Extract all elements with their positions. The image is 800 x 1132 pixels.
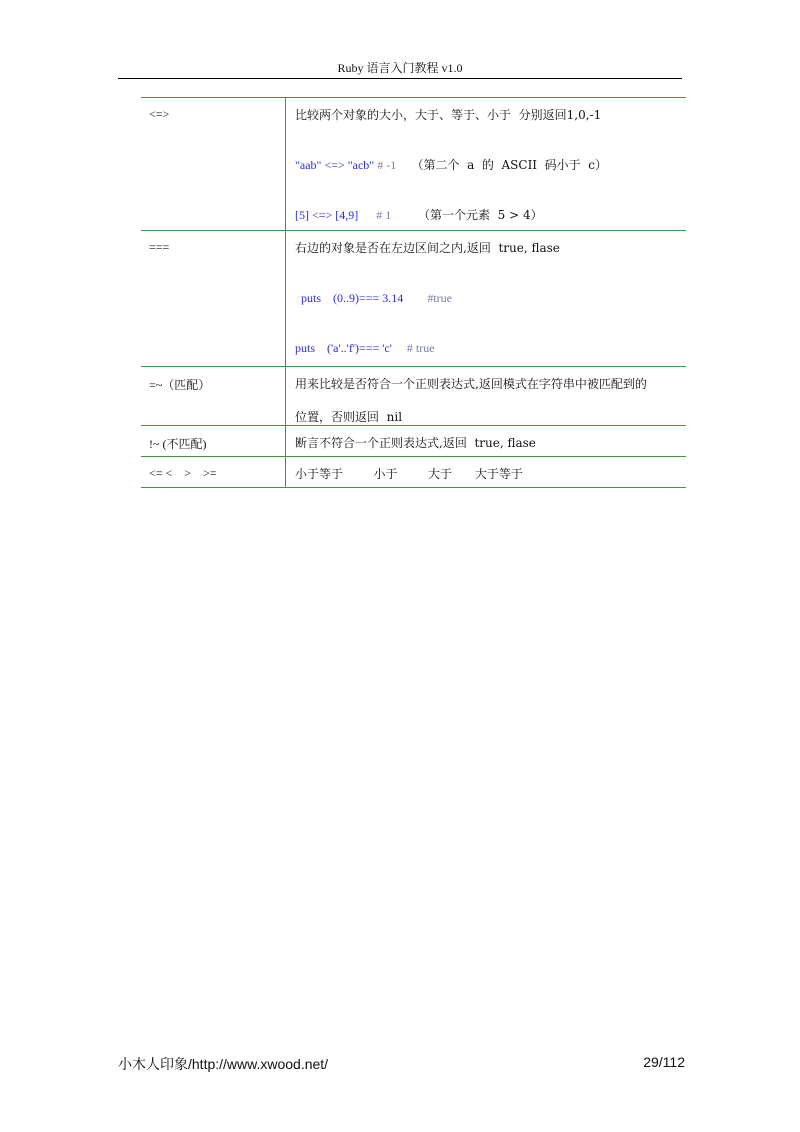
operator-cell bbox=[141, 231, 286, 367]
desc-text: （第一个元素 5 > 4） bbox=[391, 208, 543, 222]
desc-text: 用来比较是否符合一个正则表达式,返回模式在字符串中被匹配到的 bbox=[295, 377, 647, 391]
operator-label: !~ (不匹配) bbox=[149, 437, 207, 451]
desc-text: 右边的对象是否在左边区间之内,返回 true, flase bbox=[295, 241, 560, 255]
operator-cell bbox=[141, 426, 286, 457]
description-cell bbox=[286, 367, 687, 426]
desc-line bbox=[295, 376, 686, 392]
code-comment: # 1 bbox=[358, 208, 392, 222]
code-text: "aab" <=> "acb" bbox=[295, 158, 375, 172]
page-header: Ruby 语言入门教程 v1.0 bbox=[337, 61, 463, 75]
operator-cell bbox=[141, 98, 286, 231]
code-text: puts ('a'..'f')=== 'c' bbox=[295, 341, 392, 355]
table-row bbox=[141, 231, 686, 367]
table-row bbox=[141, 367, 686, 426]
description-cell bbox=[286, 231, 687, 367]
operator-label: =~（匹配） bbox=[149, 378, 211, 392]
desc-text: 位置，否则返回 nil bbox=[295, 410, 403, 424]
table-row bbox=[141, 457, 686, 488]
operator-cell bbox=[141, 457, 286, 488]
description-cell bbox=[286, 98, 687, 231]
code-line bbox=[295, 157, 686, 173]
operator-label: === bbox=[149, 240, 170, 254]
description-cell bbox=[286, 457, 687, 488]
desc-line bbox=[295, 107, 686, 123]
table-row bbox=[141, 98, 686, 231]
code-line bbox=[295, 340, 686, 356]
code-line bbox=[295, 290, 686, 306]
code-text: [5] <=> [4,9] bbox=[295, 208, 359, 222]
desc-text: 小于等于 小于 大于 大于等于 bbox=[295, 467, 523, 481]
desc-line bbox=[295, 466, 686, 482]
code-text: puts (0..9)=== 3.14 bbox=[295, 291, 404, 305]
operator-cell bbox=[141, 367, 286, 426]
operator-table bbox=[141, 97, 686, 488]
desc-text: 断言不符合一个正则表达式,返回 true, flase bbox=[295, 436, 536, 450]
desc-line bbox=[295, 409, 686, 425]
table-row bbox=[141, 426, 686, 457]
operator-label: <= < > >= bbox=[149, 466, 217, 480]
desc-text: 比较两个对象的大小，大于、等于、小于 分别返回1,0,-1 bbox=[295, 108, 602, 122]
desc-line bbox=[295, 435, 686, 451]
header-rule bbox=[118, 78, 682, 79]
code-comment: #true bbox=[403, 291, 452, 305]
code-comment: # -1 bbox=[374, 158, 397, 172]
desc-text: （第二个 a 的 ASCII 码小于 c） bbox=[396, 158, 608, 172]
operator-label: <=> bbox=[149, 107, 170, 121]
code-comment: # true bbox=[391, 341, 435, 355]
page-number: 29/112 bbox=[643, 1054, 685, 1070]
footer-site: 小木人印象/http://www.xwood.net/ bbox=[118, 1056, 329, 1072]
description-cell bbox=[286, 426, 687, 457]
code-line bbox=[295, 207, 686, 223]
desc-line bbox=[295, 240, 686, 256]
